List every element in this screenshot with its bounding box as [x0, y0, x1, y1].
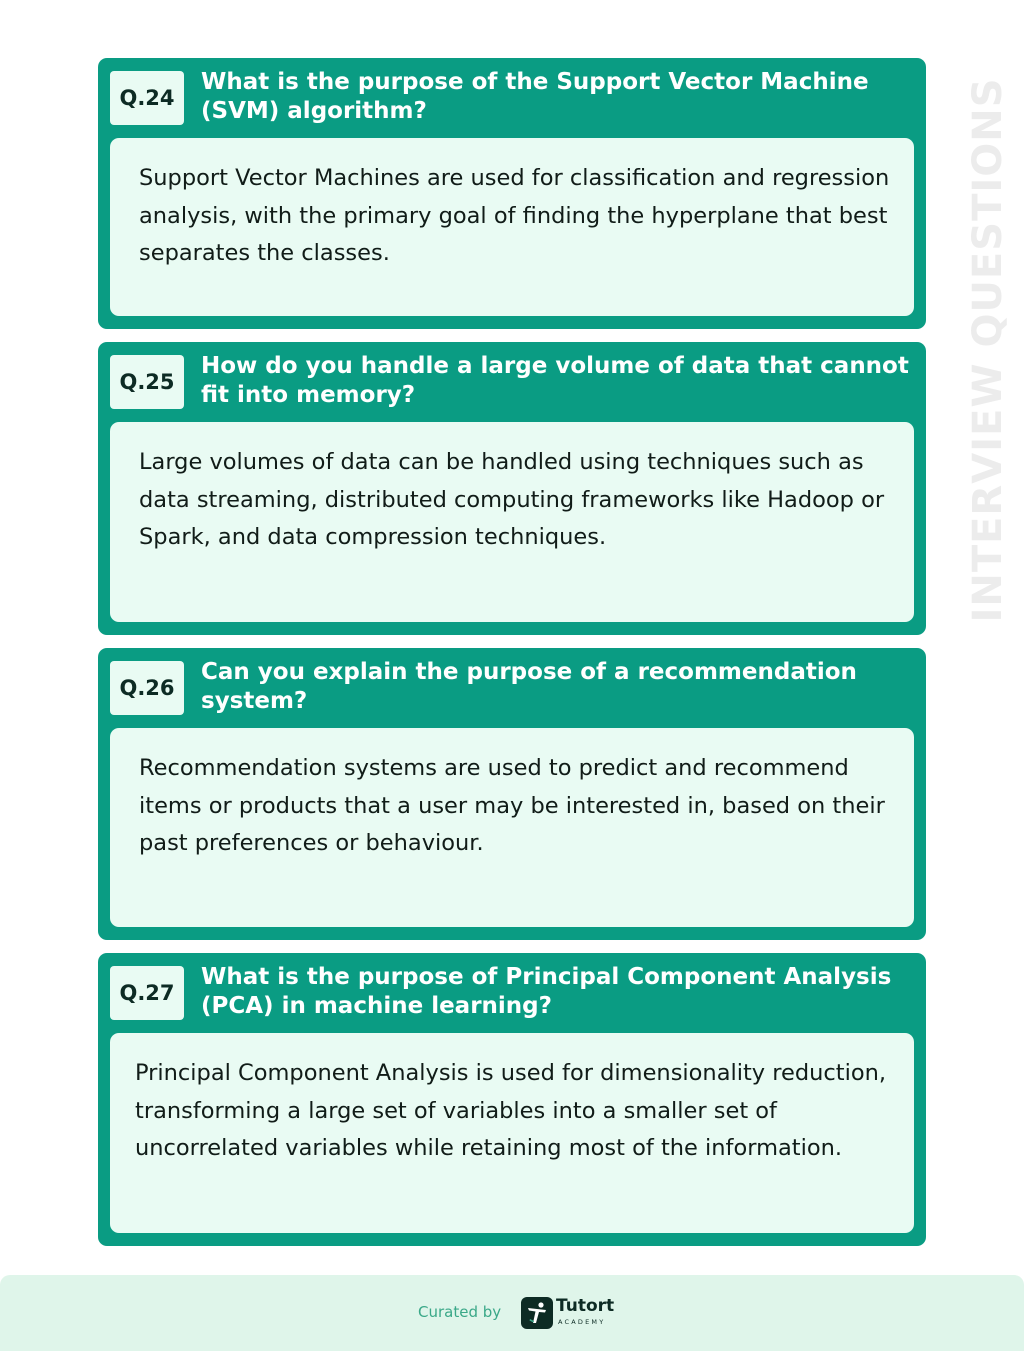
question-text: What is the purpose of the Support Vector Machine (SVM) algorithm?	[201, 69, 869, 124]
question-text: Can you explain the purpose of a recommendation system?	[201, 659, 857, 714]
brand-name: Tutort	[556, 1296, 615, 1316]
answer-text: Support Vector Machines are used for classification and regression analysis, with the primary goal of finding the hyperplane that best separates the classes.	[110, 138, 914, 316]
question-header	[110, 58, 914, 138]
curated-by-label: Curated by	[418, 1303, 502, 1321]
question-header	[110, 953, 914, 1033]
tutort-logo-icon	[521, 1297, 553, 1329]
question-header	[110, 342, 914, 422]
question-number-badge: Q.26	[110, 661, 184, 715]
answer-text: Large volumes of data can be handled using techniques such as data streaming, distributed computing frameworks like Hadoop or Spark, and data compression techniques.	[110, 422, 914, 622]
tutort-logo[interactable]	[521, 1295, 621, 1331]
footer	[0, 1275, 1024, 1351]
side-title: INTERVIEW QUESTIONS	[965, 77, 1011, 623]
qa-card	[98, 58, 926, 329]
qa-list	[98, 58, 926, 1259]
answer-text: Recommendation systems are used to predict and recommend items or products that a user may be interested in, based on their past preferences or behaviour.	[110, 728, 914, 927]
question-header	[110, 648, 914, 728]
qa-card	[98, 342, 926, 635]
qa-card	[98, 953, 926, 1246]
question-number-badge: Q.25	[110, 355, 184, 409]
qa-card	[98, 648, 926, 940]
question-number-badge: Q.27	[110, 966, 184, 1020]
question-number-badge: Q.24	[110, 71, 184, 125]
brand-subtitle: ACADEMY	[558, 1318, 606, 1326]
question-text: What is the purpose of Principal Component Analysis (PCA) in machine learning?	[201, 964, 892, 1019]
question-text: How do you handle a large volume of data that cannot fit into memory?	[201, 353, 909, 408]
answer-text: Principal Component Analysis is used for dimensionality reduction, transforming a large set of variables into a smaller set of uncorrelated variables while retaining most of the information.	[110, 1033, 914, 1233]
